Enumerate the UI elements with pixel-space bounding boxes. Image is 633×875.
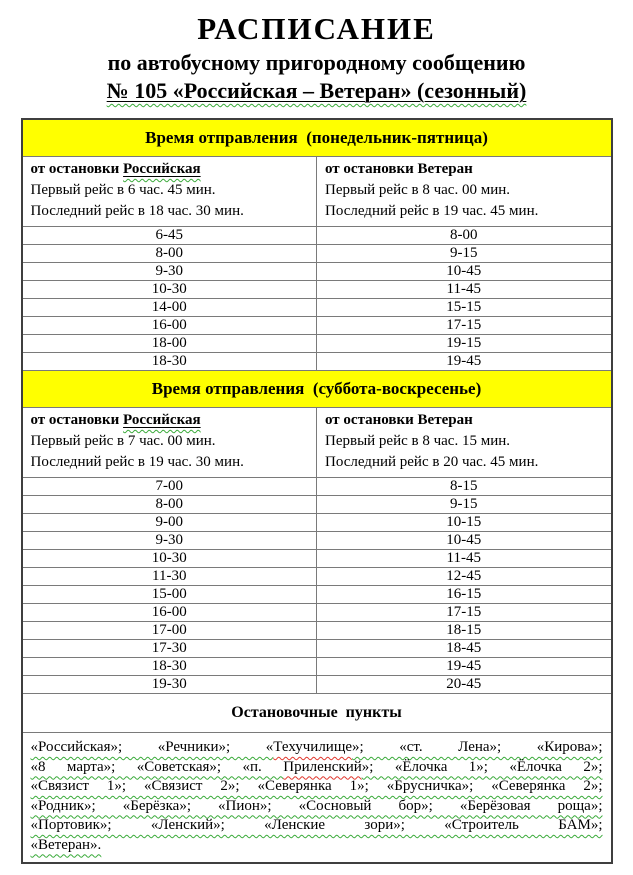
last-trip-info: Последний рейс в 20 час. 45 мин. <box>325 454 539 470</box>
stop-heading-prefix: от остановки <box>30 412 124 428</box>
departure-time-veteran: 18-15 <box>317 622 612 640</box>
time-row <box>22 658 612 676</box>
first-trip-info: Первый рейс в 7 час. 00 мин. <box>30 433 216 449</box>
departure-time-veteran: 11-45 <box>317 281 612 299</box>
time-row <box>22 568 612 586</box>
stop-name: Российская <box>123 161 201 177</box>
departure-time-veteran: 19-45 <box>317 658 612 676</box>
departure-time-veteran: 17-15 <box>317 604 612 622</box>
misspelled-stop-text: Техучилище <box>273 739 353 755</box>
info-cell-weekday-veteran <box>317 157 612 227</box>
stop-text: «Связист 1»; «Связист 2»; «Северянка 1»; «Брусничка»; «Северянка 2»; <box>30 778 603 794</box>
section-weekend <box>22 371 612 478</box>
time-row <box>22 550 612 568</box>
section-header-row <box>22 119 612 157</box>
doc-subtitle: по автобусному пригородному сообщению <box>107 50 526 75</box>
weekend-times <box>22 478 612 694</box>
stop-heading-prefix: от остановки <box>325 161 418 177</box>
stop-text: «8 марта»; «Советская»; «п. <box>30 758 284 775</box>
weekday-times <box>22 227 612 371</box>
departure-time-veteran: 11-45 <box>317 550 612 568</box>
time-row <box>22 245 612 263</box>
departure-time-veteran: 15-15 <box>317 299 612 317</box>
last-trip-info: Последний рейс в 19 час. 45 мин. <box>325 203 539 219</box>
departure-time-rossiyskaya: 8-00 <box>22 245 317 263</box>
stops-text-row <box>22 733 612 864</box>
last-trip-info: Последний рейс в 19 час. 30 мин. <box>30 454 244 470</box>
time-row <box>22 622 612 640</box>
stop-name: Российская <box>123 412 201 428</box>
departure-time-rossiyskaya: 18-30 <box>22 658 317 676</box>
info-cell-weekday-rossiyskaya <box>22 157 317 227</box>
time-row <box>22 478 612 496</box>
stops-text <box>22 733 612 864</box>
departure-time-veteran: 8-00 <box>317 227 612 245</box>
time-row <box>22 586 612 604</box>
stop-text: »; «Ёлочка 1»; «Ёлочка 2»; <box>361 758 603 775</box>
time-row <box>22 496 612 514</box>
time-row <box>22 604 612 622</box>
time-row <box>22 640 612 658</box>
time-row <box>22 353 612 371</box>
misspelled-stop-text: Приленский <box>283 758 362 775</box>
stops-header: Остановочные пункты <box>22 694 612 733</box>
doc-title: РАСПИСАНИЕ <box>197 11 436 46</box>
first-trip-info: Первый рейс в 8 час. 00 мин. <box>325 182 511 198</box>
departure-time-rossiyskaya: 9-00 <box>22 514 317 532</box>
column-heading-rossiyskaya <box>31 159 309 180</box>
route-underline <box>107 78 527 103</box>
stops-section <box>22 694 612 864</box>
departure-time-rossiyskaya: 18-00 <box>22 335 317 353</box>
first-trip-info: Первый рейс в 6 час. 45 мин. <box>30 182 216 198</box>
departure-time-veteran: 18-45 <box>317 640 612 658</box>
time-row <box>22 514 612 532</box>
doc-route-line <box>0 77 633 105</box>
departure-time-rossiyskaya: 16-00 <box>22 604 317 622</box>
schedule-table <box>21 118 613 864</box>
route-text: № 105 «Российская – Ветеран» (сезонный) <box>106 78 527 103</box>
info-cell-weekend-veteran <box>317 408 612 478</box>
departure-time-veteran: 8-15 <box>317 478 612 496</box>
column-heading-veteran <box>325 410 603 431</box>
stop-text: «Российская»; «Речники»; « <box>30 739 274 755</box>
departure-time-rossiyskaya: 15-00 <box>22 586 317 604</box>
departure-time-veteran: 20-45 <box>317 676 612 694</box>
section-header-weekend: Время отправления (суббота-воскресенье) <box>22 371 612 408</box>
stop-name-underline <box>123 412 201 428</box>
departure-time-veteran: 16-15 <box>317 586 612 604</box>
time-row <box>22 317 612 335</box>
stops-line <box>31 738 603 758</box>
time-row <box>22 676 612 694</box>
departure-time-rossiyskaya: 19-30 <box>22 676 317 694</box>
time-row <box>22 299 612 317</box>
stop-text: »; «ст. Лена»; «Кирова»; <box>352 739 603 755</box>
departure-time-veteran: 12-45 <box>317 568 612 586</box>
departure-time-rossiyskaya: 18-30 <box>22 353 317 371</box>
departure-time-veteran: 10-15 <box>317 514 612 532</box>
stop-name-underline <box>123 161 201 177</box>
stop-text: «Родник»; «Берёзка»; «Пион»; «Сосновый бор»; «Берёзовая роща»; <box>30 797 603 814</box>
stop-heading-prefix: от остановки <box>30 161 124 177</box>
stop-name: Ветеран <box>417 161 473 177</box>
departure-time-veteran: 10-45 <box>317 532 612 550</box>
departure-time-veteran: 9-15 <box>317 496 612 514</box>
departure-time-rossiyskaya: 17-30 <box>22 640 317 658</box>
info-row-weekend <box>22 408 612 478</box>
departure-time-rossiyskaya: 9-30 <box>22 263 317 281</box>
departure-time-rossiyskaya: 14-00 <box>22 299 317 317</box>
departure-time-rossiyskaya: 11-30 <box>22 568 317 586</box>
stops-line <box>31 797 603 817</box>
time-row <box>22 532 612 550</box>
info-cell-weekend-rossiyskaya <box>22 408 317 478</box>
departure-time-veteran: 9-15 <box>317 245 612 263</box>
section-weekday <box>22 119 612 227</box>
departure-time-rossiyskaya: 10-30 <box>22 550 317 568</box>
stops-line <box>31 836 603 856</box>
column-heading-veteran <box>325 159 603 180</box>
time-row <box>22 263 612 281</box>
departure-time-rossiyskaya: 9-30 <box>22 532 317 550</box>
departure-time-veteran: 17-15 <box>317 317 612 335</box>
stops-line <box>31 816 603 836</box>
departure-time-veteran: 19-45 <box>317 353 612 371</box>
first-trip-info: Первый рейс в 8 час. 15 мин. <box>325 433 511 449</box>
time-row <box>22 227 612 245</box>
stop-heading-prefix: от остановки <box>325 412 418 428</box>
info-row-weekday <box>22 157 612 227</box>
section-header-weekday: Время отправления (понедельник-пятница) <box>22 119 612 157</box>
time-row <box>22 335 612 353</box>
departure-time-rossiyskaya: 10-30 <box>22 281 317 299</box>
departure-time-rossiyskaya: 16-00 <box>22 317 317 335</box>
departure-time-rossiyskaya: 6-45 <box>22 227 317 245</box>
time-row <box>22 281 612 299</box>
stops-line <box>31 777 603 797</box>
section-header-row <box>22 371 612 408</box>
stop-name: Ветеран <box>417 412 473 428</box>
departure-time-rossiyskaya: 8-00 <box>22 496 317 514</box>
departure-time-rossiyskaya: 7-00 <box>22 478 317 496</box>
stop-text: «Портовик»; «Ленский»; «Ленские зори»; «Строитель БАМ»; <box>30 817 603 833</box>
departure-time-rossiyskaya: 17-00 <box>22 622 317 640</box>
departure-time-veteran: 10-45 <box>317 263 612 281</box>
stop-text: «Ветеран». <box>30 836 102 853</box>
last-trip-info: Последний рейс в 18 час. 30 мин. <box>30 203 244 219</box>
stops-header-row <box>22 694 612 733</box>
departure-time-veteran: 19-15 <box>317 335 612 353</box>
stops-line <box>31 758 603 778</box>
column-heading-rossiyskaya <box>31 410 309 431</box>
